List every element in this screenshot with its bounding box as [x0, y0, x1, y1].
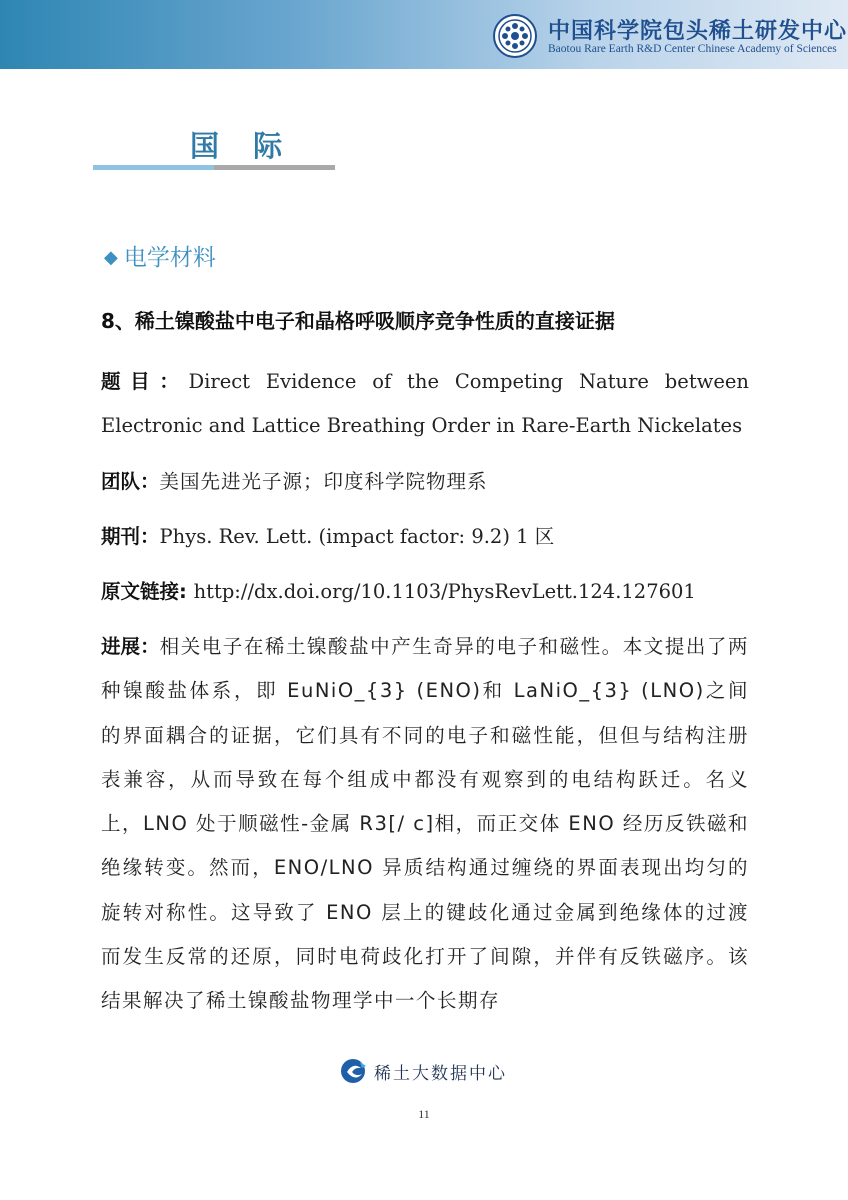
section-title: 国 际: [190, 129, 295, 163]
footer-brand-text: 稀土大数据中心: [374, 1063, 507, 1084]
link-label: 原文链接:: [101, 580, 194, 603]
team-value: 美国先进光子源；印度科学院物理系: [159, 470, 488, 493]
journal-field: [101, 515, 749, 559]
team-field: [101, 460, 749, 504]
title-rule-blue: [93, 165, 214, 170]
link-field: [101, 570, 749, 614]
doi-link[interactable]: http://dx.doi.org/10.1103/PhysRevLett.124.127601: [193, 580, 696, 603]
org-name-cn: 中国科学院包头稀土研发中心: [548, 19, 848, 44]
category-heading: [104, 239, 216, 272]
subject-field: [101, 360, 749, 448]
progress-label: 进展：: [101, 635, 160, 658]
footer-brand: [340, 1058, 507, 1084]
journal-value: Phys. Rev. Lett. (impact factor: 9.2) 1 区: [159, 525, 555, 548]
cas-emblem-icon: [493, 14, 537, 58]
diamond-bullet-icon: ◆: [104, 247, 118, 268]
progress-field: [101, 625, 749, 1024]
journal-label: 期刊：: [101, 525, 160, 548]
org-name-en: Baotou Rare Earth R&D Center Chinese Academy of Sciences: [548, 43, 837, 55]
rare-earth-logo-icon: [340, 1058, 368, 1084]
subject-label: 题目：: [101, 370, 189, 393]
article-title: 8、稀土镍酸盐中电子和晶格呼吸顺序竞争性质的直接证据: [101, 309, 615, 333]
page-number: 11: [418, 1107, 430, 1121]
title-rule-gray: [214, 165, 335, 170]
subject-value: Direct Evidence of the Competing Nature between Electronic and Lattice Breathing Order in Rare-Earth Nickelates: [101, 370, 749, 437]
category-label: 电学材料: [123, 245, 216, 271]
team-label: 团队：: [101, 470, 160, 493]
progress-text: 相关电子在稀土镍酸盐中产生奇异的电子和磁性。本文提出了两种镍酸盐体系，即 EuNiO_{3} (ENO)和 LaNiO_{3} (LNO)之间的界面耦合的证据，它们具有不同的电子和磁性能，但但与结构注册表兼容，从而导致在每个组成中都没有观察到的电结构跃迁。名义上，LNO 处于顺磁性-金属 R3[/ c]相，而正交体 ENO 经历反铁磁和绝缘转变。然而，ENO/LNO 异质结构通过缠绕的界面表现出均匀的旋转对称性。这导致了 ENO 层上的键歧化通过金属到绝缘体的过渡而发生反常的还原，同时电荷歧化打开了间隙，并伴有反铁磁序。该结果解决了稀土镍酸盐物理学中一个长期存: [101, 635, 749, 1013]
